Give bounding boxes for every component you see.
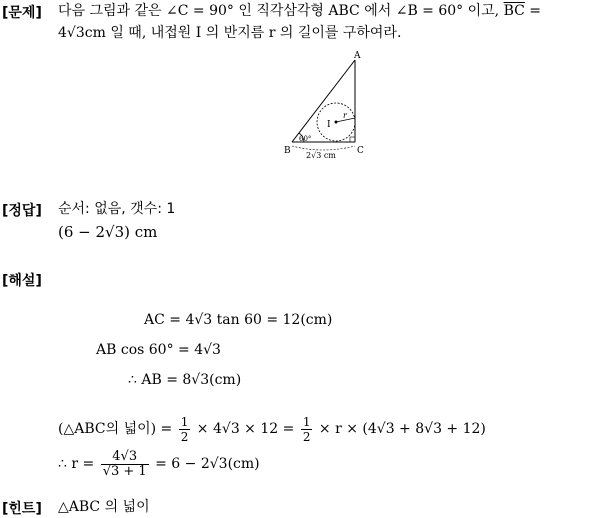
- eq4-right: × r × (4√3 + 8√3 + 12): [314, 421, 486, 437]
- half-fraction: [179, 415, 191, 444]
- r-denominator: √3 + 1: [102, 463, 147, 479]
- hint-text: △ABC 의 넓이: [58, 499, 150, 515]
- problem-line1: 다음 그림과 같은 ∠C = 90° 인 직각삼각형 ABC 에서 ∠B = 60° 이고,: [58, 3, 504, 19]
- explanation-eq1: AC = 4√3 tan 60 = 12(cm): [144, 312, 333, 328]
- answer-meta: 순서: 없음, 갯수: 1: [58, 201, 176, 217]
- explanation-tag: [해설]: [2, 273, 42, 289]
- angle-label: 60°: [299, 135, 312, 143]
- problem-text-line2: [58, 24, 401, 42]
- problem-line2-rest: cm 일 때, 내접원 I 의 반지름 r 의 길이를 구하여라.: [84, 25, 402, 41]
- half-denominator-2: 2: [302, 429, 311, 444]
- explanation-eq3: ∴ AB = 8√3(cm): [128, 372, 242, 388]
- problem-line2-value: 4√3: [58, 25, 85, 41]
- half-numerator-2: 1: [302, 414, 311, 429]
- answer-tag: [정답]: [2, 203, 42, 219]
- explanation-eq4: [58, 414, 486, 444]
- explanation-eq2: AB cos 60° = 4√3: [96, 342, 221, 358]
- problem-text-line1: [58, 2, 541, 20]
- equals: =: [524, 3, 542, 19]
- radius-label: r: [343, 111, 347, 120]
- bc-label: $\overline{BC}$: [503, 3, 525, 19]
- eq4-mid: × 4√3 × 12 =: [192, 421, 299, 437]
- triangle-figure: [282, 50, 382, 160]
- base-length-label: 2√3 cm: [306, 151, 336, 160]
- half-denominator: 2: [180, 429, 189, 444]
- answer-value: (6 − 2√3) cm: [58, 223, 158, 241]
- half-numerator: 1: [180, 414, 189, 429]
- vertex-b-label: B: [284, 146, 291, 156]
- problem-tag: [문제]: [2, 5, 42, 21]
- eq5-right: = 6 − 2√3(cm): [150, 456, 260, 472]
- half-fraction-2: [301, 415, 313, 444]
- vertex-a-label: A: [354, 51, 361, 61]
- vertex-c-label: C: [357, 146, 364, 156]
- side-ab: [292, 60, 355, 142]
- r-fraction: [101, 450, 149, 479]
- explanation-eq5: [58, 447, 260, 481]
- hint-tag: [힌트]: [2, 501, 42, 517]
- right-angle-mark: [350, 137, 355, 142]
- r-numerator: 4√3: [101, 450, 149, 465]
- eq5-left: ∴ r =: [58, 456, 99, 472]
- incenter-label: I: [327, 120, 331, 130]
- base-brace: [292, 146, 355, 150]
- eq4-left: (△ABC의 넓이) =: [58, 421, 177, 437]
